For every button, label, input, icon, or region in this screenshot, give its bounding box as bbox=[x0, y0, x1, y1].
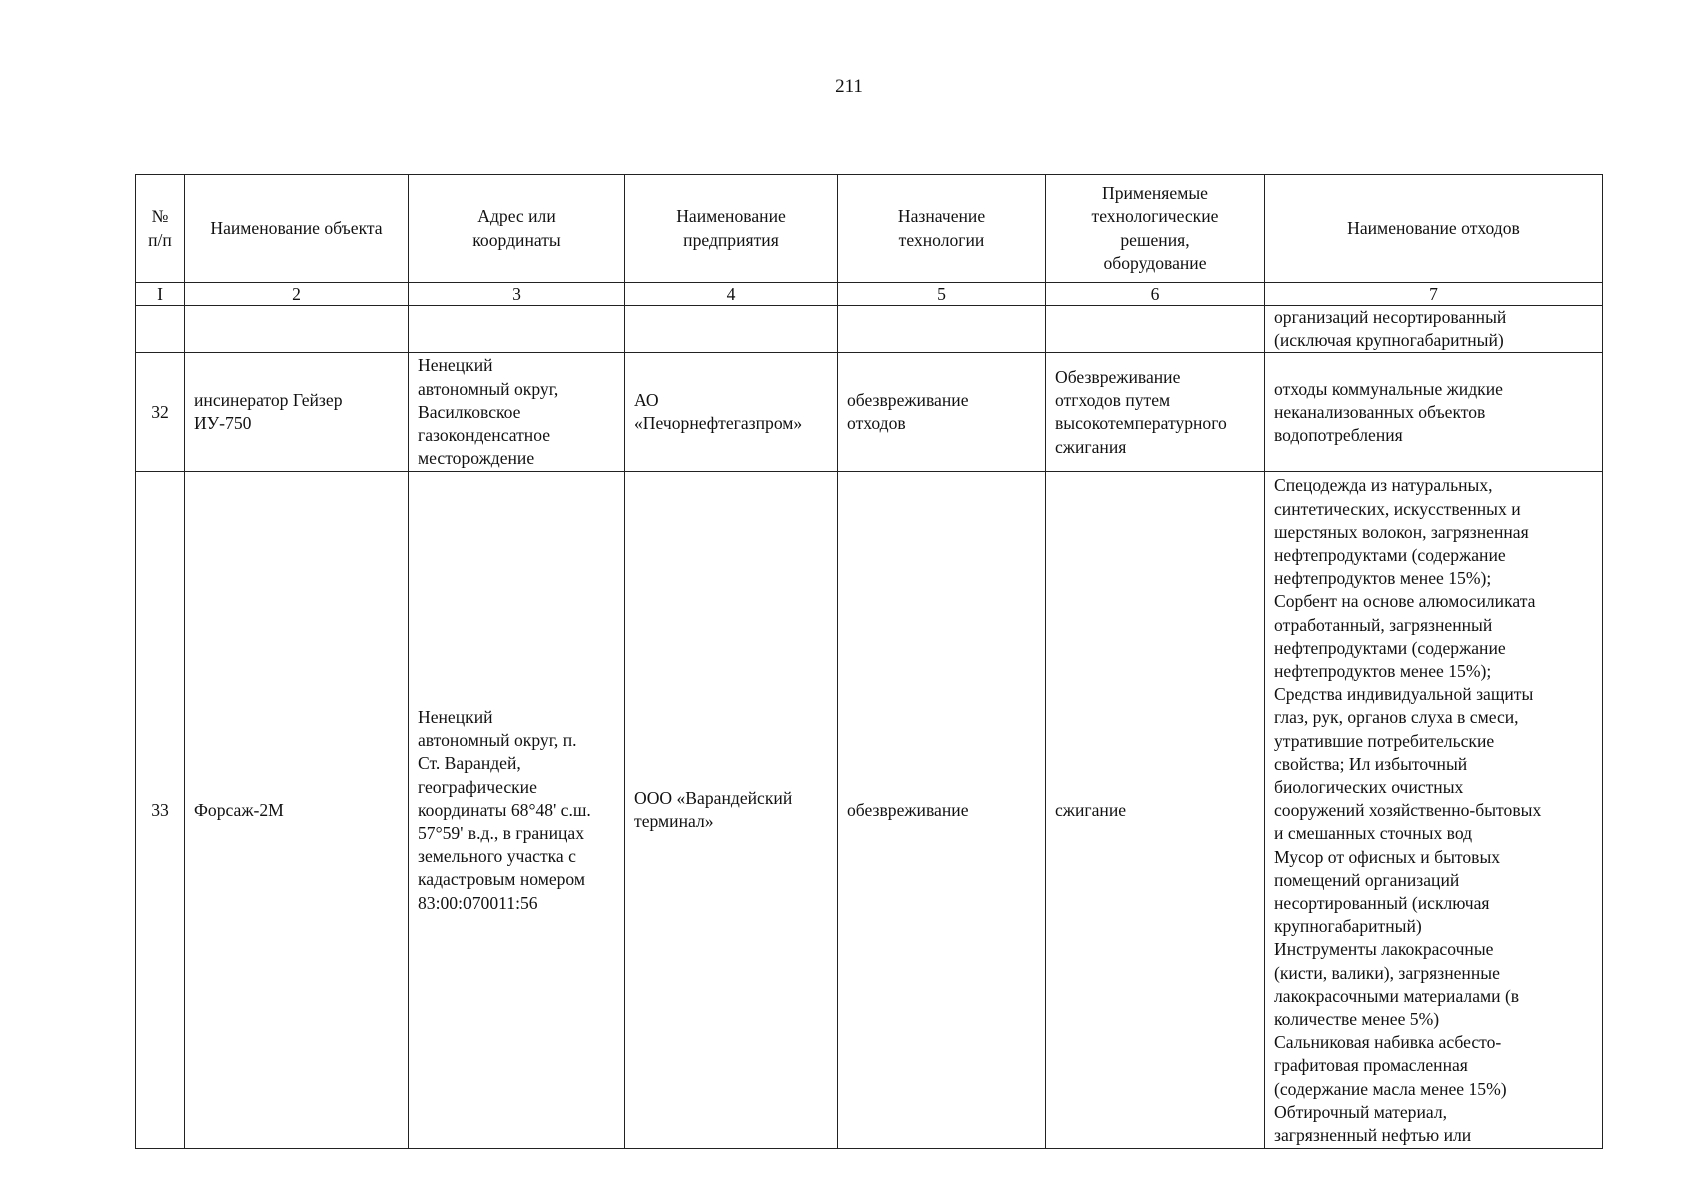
row-enterprise: ООО «Варандейский терминал» bbox=[625, 472, 838, 1149]
header-row bbox=[136, 175, 1603, 283]
column-number: 3 bbox=[409, 283, 625, 306]
row-waste: организаций несортированный (исключая крупногабаритный) bbox=[1265, 306, 1603, 353]
row-num bbox=[136, 306, 185, 353]
column-number: 7 bbox=[1265, 283, 1603, 306]
header-num: № п/п bbox=[136, 175, 185, 283]
row-waste: отходы коммунальные жидкие неканализованных объектов водопотребления bbox=[1265, 353, 1603, 472]
column-number-row bbox=[136, 283, 1603, 306]
column-number: I bbox=[136, 283, 185, 306]
column-number: 5 bbox=[838, 283, 1046, 306]
column-number: 2 bbox=[185, 283, 409, 306]
row-enterprise: АО «Печорнефтегазпром» bbox=[625, 353, 838, 472]
header-address: Адрес или координаты bbox=[409, 175, 625, 283]
row-enterprise bbox=[625, 306, 838, 353]
column-number: 4 bbox=[625, 283, 838, 306]
table-row-continuation bbox=[136, 306, 1603, 353]
row-solution: Обезвреживание отгходов путем высокотемпературного сжигания bbox=[1046, 353, 1265, 472]
row-purpose bbox=[838, 306, 1046, 353]
row-object: инсинератор Гейзер ИУ-750 bbox=[185, 353, 409, 472]
row-purpose: обезвреживание bbox=[838, 472, 1046, 1149]
row-address: Ненецкий автономный округ, Василковское газоконденсатное месторождение bbox=[409, 353, 625, 472]
header-object: Наименование объекта bbox=[185, 175, 409, 283]
row-solution bbox=[1046, 306, 1265, 353]
row-num: 33 bbox=[136, 472, 185, 1149]
row-object: Форсаж-2М bbox=[185, 472, 409, 1149]
row-address bbox=[409, 306, 625, 353]
header-enterprise: Наименование предприятия bbox=[625, 175, 838, 283]
row-object bbox=[185, 306, 409, 353]
row-num: 32 bbox=[136, 353, 185, 472]
row-waste: Спецодежда из натуральных, синтетических, искусственных и шерстяных волокон, загрязненная нефтепродуктами (содержание нефтепродуктов менее 15%); Сорбент на основе алюмосиликата отработанный, загрязненный нефтепродуктами (содержание нефтепродуктов менее 15%); Средства индивидуальной защиты глаз, рук, органов слуха в смеси, утратившие потребительские свойства; Ил избыточный биологических очистных сооружений хозяйственно-бытовых и смешанных сточных вод Мусор от офисных и бытовых помещений организаций несортированный (исключая крупногабаритный) Инструменты лакокрасочные (кисти, валики), загрязненные лакокрасочными материалами (в количестве менее 5%) Сальниковая набивка асбесто- графитовая промасленная (содержание масла менее 15%) Обтирочный материал, загрязненный нефтью или bbox=[1265, 472, 1603, 1149]
table-row bbox=[136, 472, 1603, 1149]
row-purpose: обезвреживание отходов bbox=[838, 353, 1046, 472]
waste-facilities-table bbox=[135, 174, 1603, 1149]
header-waste: Наименование отходов bbox=[1265, 175, 1603, 283]
row-address: Ненецкий автономный округ, п. Ст. Варандей, географические координаты 68°48' с.ш. 57°59' в.д., в границах земельного участка с кадастровым номером 83:00:070011:56 bbox=[409, 472, 625, 1149]
header-purpose: Назначение технологии bbox=[838, 175, 1046, 283]
page-number: 211 bbox=[835, 76, 863, 97]
column-number: 6 bbox=[1046, 283, 1265, 306]
table-row bbox=[136, 353, 1603, 472]
header-solution: Применяемые технологические решения, оборудование bbox=[1046, 175, 1265, 283]
row-solution: сжигание bbox=[1046, 472, 1265, 1149]
